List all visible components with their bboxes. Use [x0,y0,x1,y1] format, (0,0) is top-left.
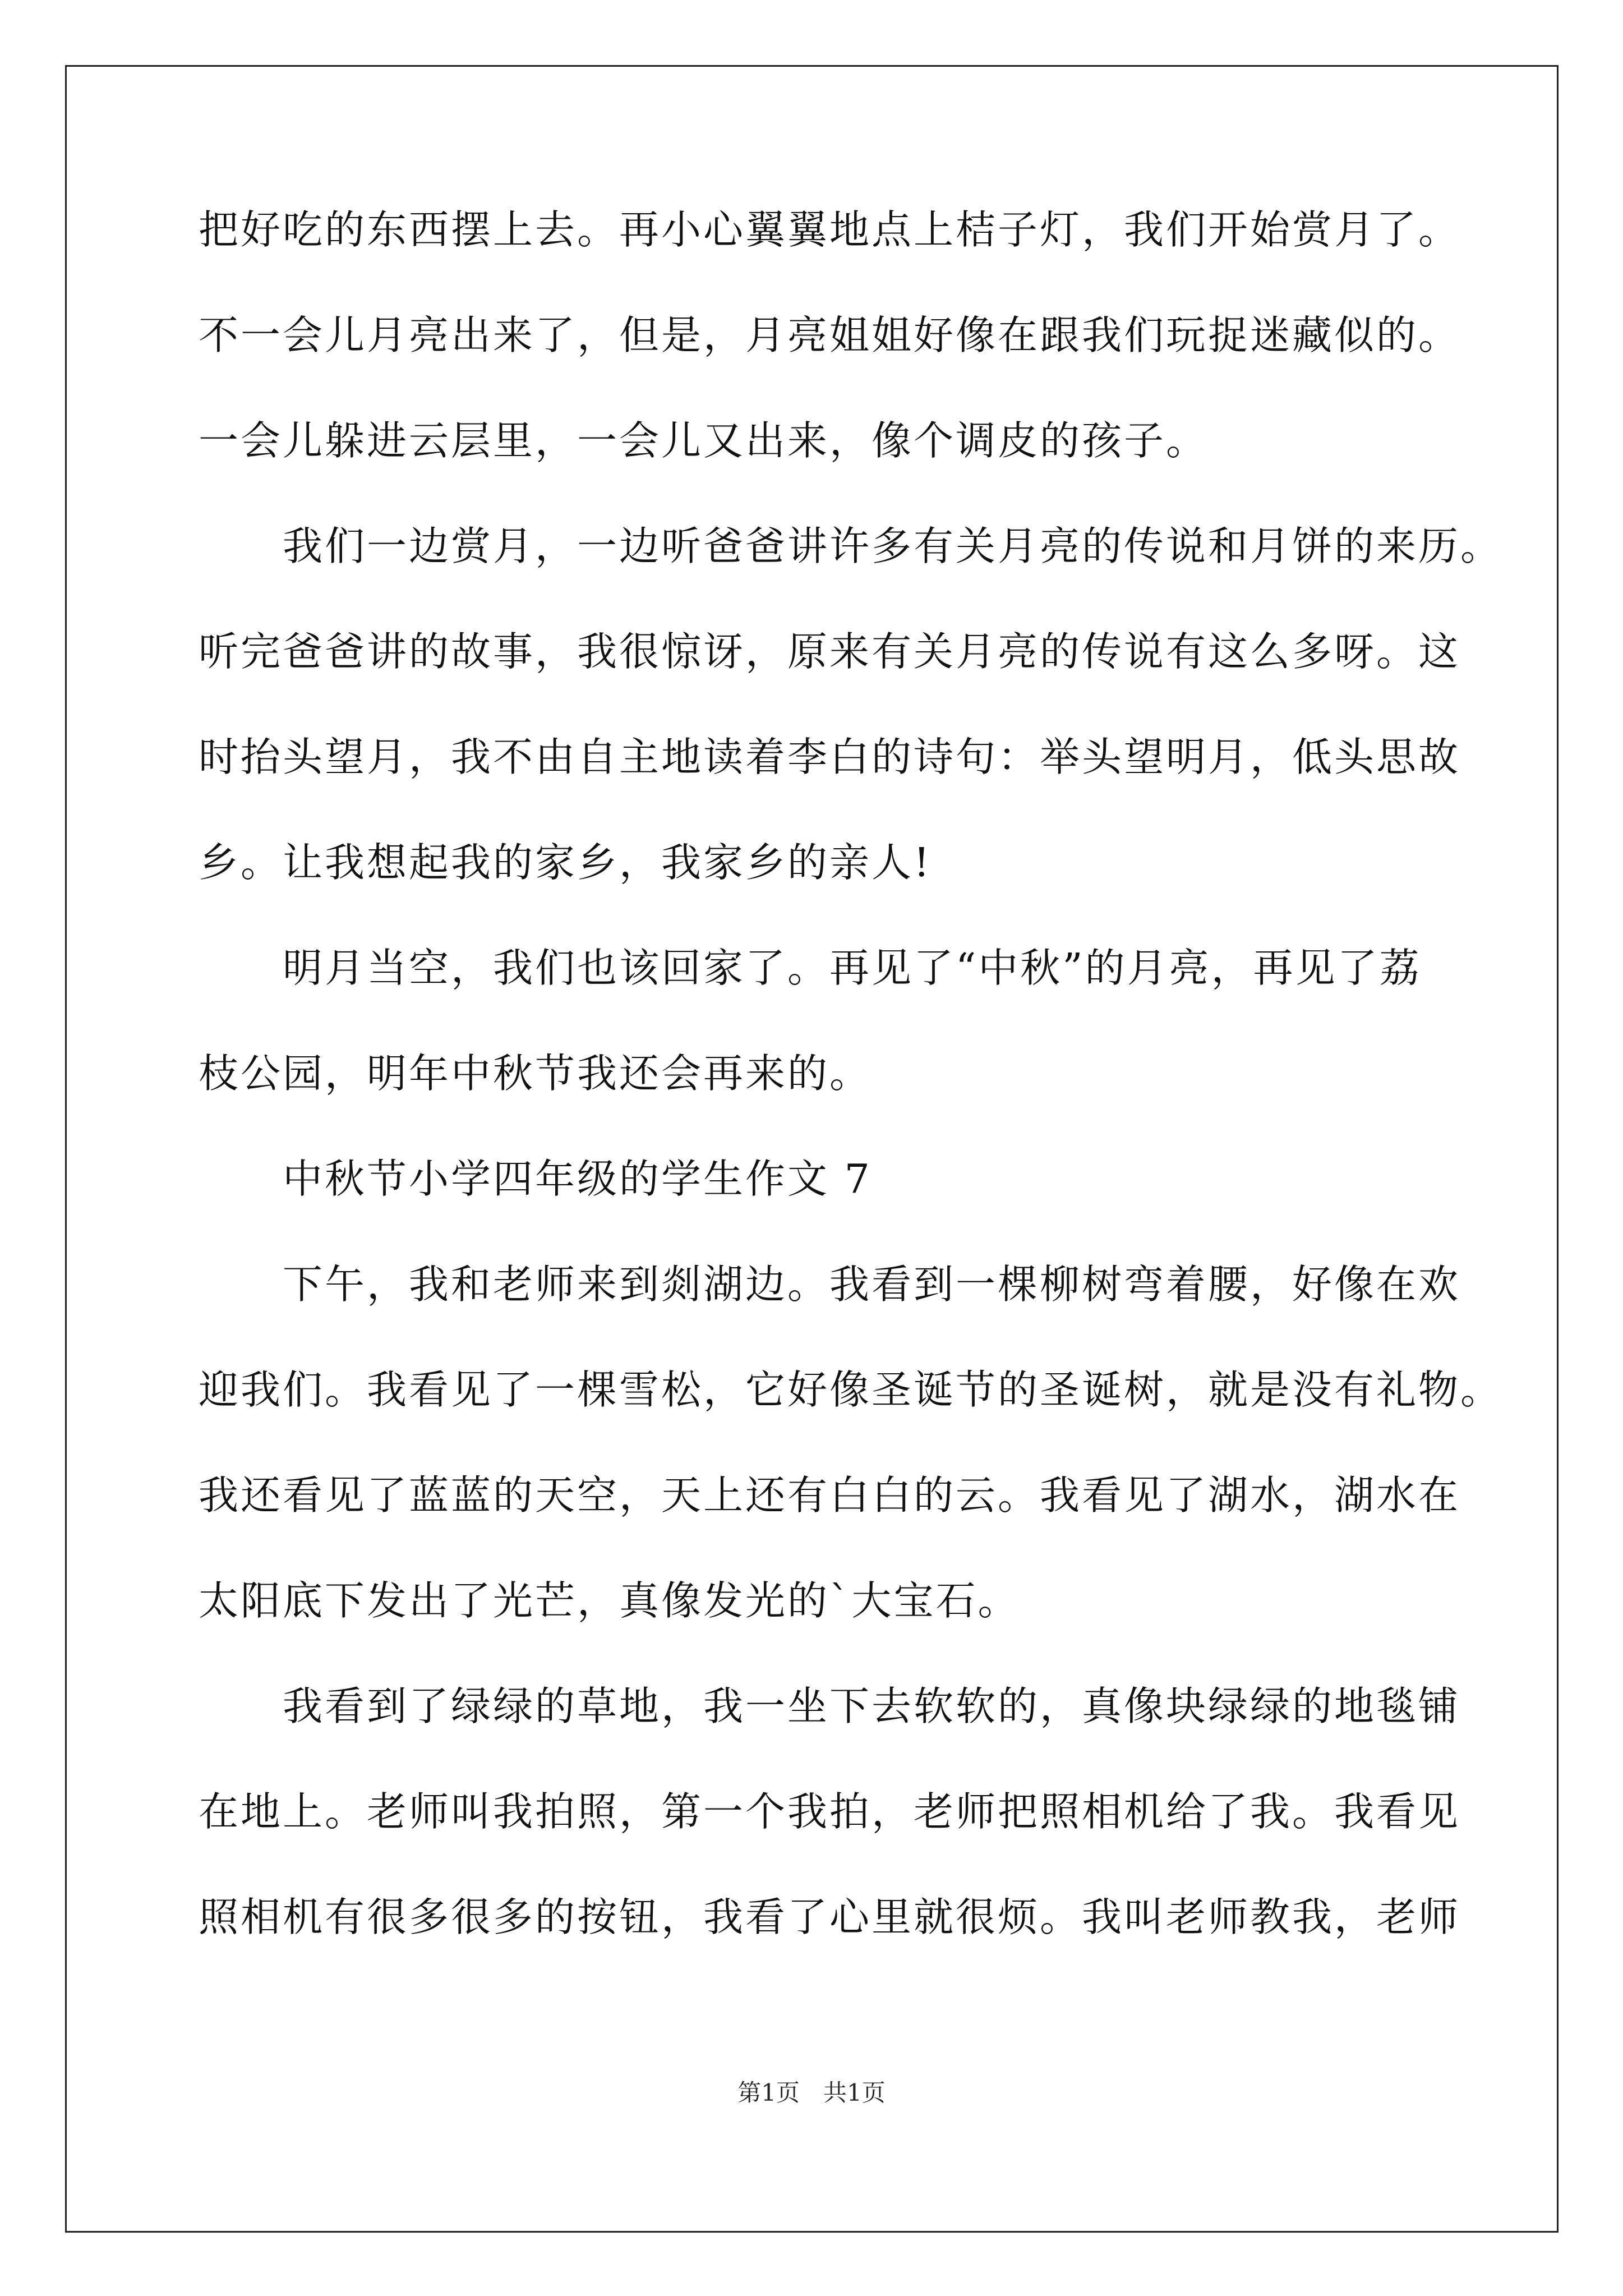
page-footer: 第1页 共1页 [737,2079,886,2106]
paragraph-start-line: 下午，我和老师来到剡湖边。我看到一棵柳树弯着腰，好像在欢 [283,1261,1461,1308]
text-line: 一会儿躲进云层里，一会儿又出来，像个调皮的孩子。 [199,417,1209,464]
paragraph-start-line: 明月当空，我们也该回家了。再见了“中秋”的月亮，再见了荔 [283,945,1422,991]
text-line: 迎我们。我看见了一棵雪松，它好像圣诞节的圣诞树，就是没有礼物。 [199,1366,1503,1413]
text-line: 时抬头望月，我不由自主地读着李白的诗句：举头望明月，低头思故 [199,734,1461,780]
text-line: 听完爸爸讲的故事，我很惊讶，原来有关月亮的传说有这么多呀。这 [199,628,1461,675]
text-line: 太阳底下发出了光芒，真像发光的`大宝石。 [199,1577,1020,1624]
text-line: 乡。让我想起我的家乡，我家乡的亲人! [199,839,932,886]
paragraph-start-line: 我看到了绿绿的草地，我一坐下去软软的，真像块绿绿的地毯铺 [283,1683,1461,1729]
text-line: 在地上。老师叫我拍照，第一个我拍，老师把照相机给了我。我看见 [199,1788,1461,1835]
text-line: 枝公园，明年中秋节我还会再来的。 [199,1050,872,1097]
text-line: 不一会儿月亮出来了，但是，月亮姐姐好像在跟我们玩捉迷藏似的。 [199,312,1461,358]
paragraph-start-line: 我们一边赏月，一边听爸爸讲许多有关月亮的传说和月饼的来历。 [283,523,1503,569]
section-heading: 中秋节小学四年级的学生作文 7 [283,1156,872,1202]
text-line: 照相机有很多很多的按钮，我看了心里就很烦。我叫老师教我，老师 [199,1894,1461,1940]
text-line: 把好吃的东西摆上去。再小心翼翼地点上桔子灯，我们开始赏月了。 [199,206,1461,253]
text-line: 我还看见了蓝蓝的天空，天上还有白白的云。我看见了湖水，湖水在 [199,1472,1461,1519]
